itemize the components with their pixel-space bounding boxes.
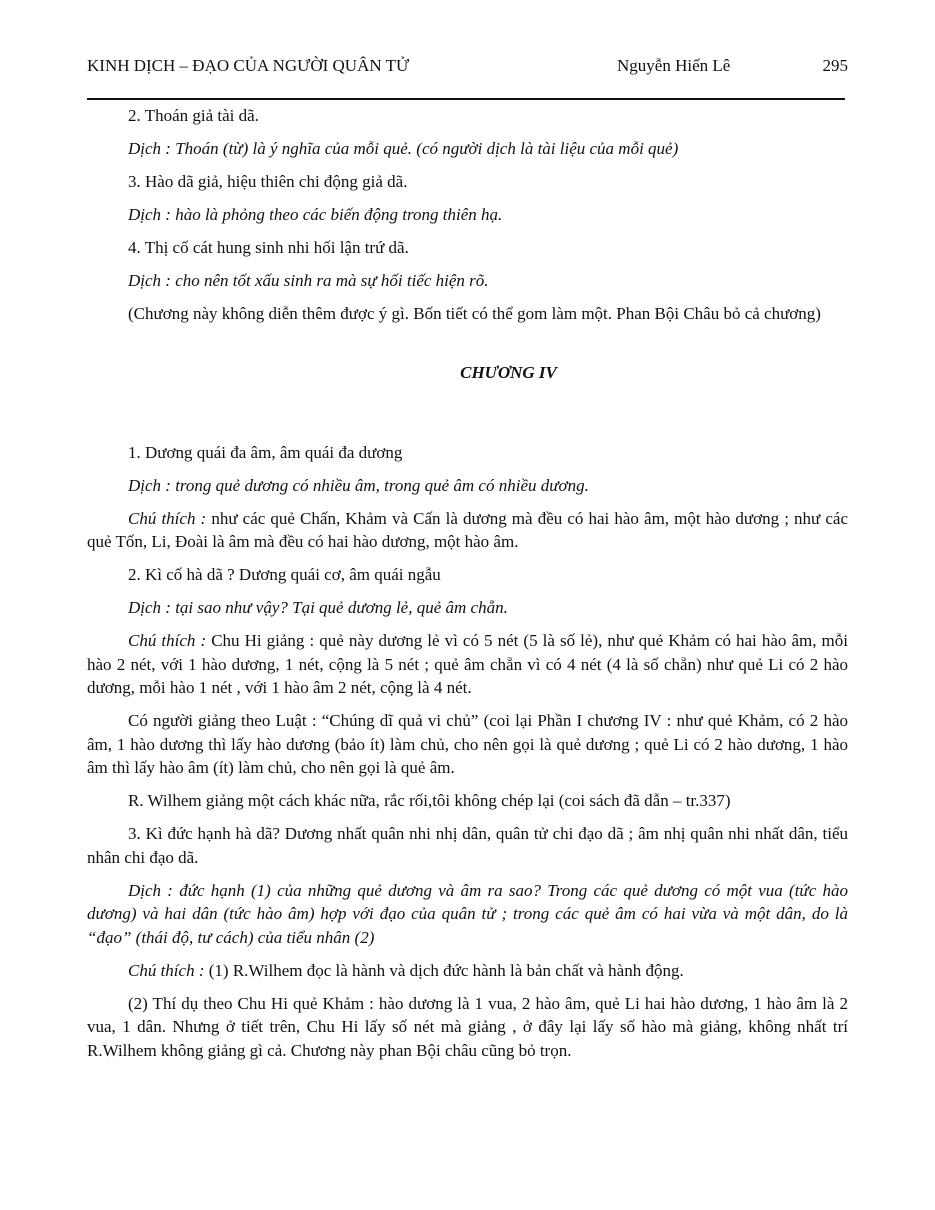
book-title: KINH DỊCH – ĐẠO CỦA NGƯỜI QUÂN TỬ bbox=[87, 56, 410, 75]
note-text: như các quẻ Chấn, Khảm và Cấn là dương mà đều có hai hào âm, một hào dương ; như các quẻ Tốn, Li, Đoài là âm mà đều có hai hào dương, một hào âm. bbox=[87, 508, 848, 551]
paragraph: 4. Thị cố cát hung sinh nhi hối lận trứ dã. bbox=[128, 238, 409, 257]
note-text: (1) R.Wilhem đọc là hành và dịch đức hành là bản chất và hành động. bbox=[204, 960, 684, 980]
paragraph: 3. Kì đức hạnh hà dã? Dương nhất quân nhi nhị dân, quân tử chi đạo dã ; âm nhị quân nhi nhất dân, tiểu nhân chi đạo dã. bbox=[87, 824, 848, 867]
paragraph: R. Wilhem giảng một cách khác nữa, rắc rối,tôi không chép lại (coi sách đã dẫn – tr.337) bbox=[128, 791, 731, 810]
note-lead: Chú thích : bbox=[128, 631, 207, 650]
translation-paragraph: Dịch : trong quẻ dương có nhiều âm, trong quẻ âm có nhiều dương. bbox=[128, 475, 589, 495]
note-lead: Chú thích : bbox=[128, 960, 205, 980]
note-paragraph bbox=[87, 507, 848, 554]
note-paragraph bbox=[87, 959, 848, 983]
author-name: Nguyễn Hiến Lê bbox=[617, 56, 731, 75]
translation-paragraph: Dịch : hào là phỏng theo các biến động trong thiên hạ. bbox=[128, 205, 503, 224]
translation-paragraph: Dịch : Thoán (từ) là ý nghĩa của mỗi quẻ. (có người dịch là tài liệu của mỗi quẻ) bbox=[128, 139, 679, 158]
note-lead: Chú thích : bbox=[128, 508, 207, 528]
translation-paragraph: Dịch : tại sao như vậy? Tại quẻ dương lẻ, quẻ âm chẵn. bbox=[128, 598, 508, 617]
page-body bbox=[87, 104, 848, 1072]
paragraph: 2. Kì cố hà dã ? Dương quái cơ, âm quái ngẫu bbox=[128, 565, 441, 584]
paragraph: 3. Hào dã giả, hiệu thiên chi động giả dã. bbox=[128, 172, 408, 191]
paragraph: (2) Thí dụ theo Chu Hi quẻ Khảm : hào dương là 1 vua, 2 hào âm, quẻ Li hai hào dương, 1 hào âm là 2 vua, 1 dân. Nhưng ở tiết trên, Chu Hi lấy số nét mà giảng , ở đây lại lấy số hào mà giảng, không nhất trí R.Wilhem không giảng gì cả. Chương này phan Bội châu cũng bỏ trọn. bbox=[87, 993, 848, 1060]
chapter-heading: CHƯƠNG IV bbox=[460, 362, 557, 382]
paragraph: (Chương này không diễn thêm được ý gì. Bốn tiết có thể gom làm một. Phan Bội Châu bỏ cả chương) bbox=[128, 304, 821, 323]
note-paragraph bbox=[87, 629, 848, 700]
translation-paragraph: Dịch : cho nên tốt xấu sinh ra mà sự hối tiếc hiện rõ. bbox=[128, 271, 489, 290]
translation-paragraph: Dịch : đức hạnh (1) của những quẻ dương và âm ra sao? Trong các quẻ dương có một vua (tức hào dương) và hai dân (tức hào âm) hợp với đạo của quân tử ; trong các quẻ âm có hai vừa và một dân, do là “đạo” (thái độ, tư cách) của tiểu nhân (2) bbox=[87, 880, 848, 947]
page-number: 295 bbox=[822, 56, 848, 75]
header-divider bbox=[87, 98, 845, 100]
paragraph: 1. Dương quái đa âm, âm quái đa dương bbox=[128, 442, 403, 462]
page-header bbox=[87, 56, 848, 82]
paragraph: Có người giảng theo Luật : “Chúng dĩ quả vi chủ” (coi lại Phần I chương IV : như quẻ Khảm, có 2 hào âm, 1 hào dương thì lấy hào dương (bảo ít) làm chủ, cho nên gọi là quẻ dương ; quẻ Li có 2 hào dương, 1 hào âm thì lấy hào âm (ít) làm chủ, cho nên gọi là quẻ âm. bbox=[87, 711, 848, 777]
paragraph: 2. Thoán giả tài dã. bbox=[128, 106, 259, 125]
note-text: Chu Hi giảng : quẻ này dương lẻ vì có 5 nét (5 là số lẻ), như quẻ Khảm có hai hào âm, mỗi hào 2 nét, với 1 hào dương, 1 nét, cộng là 5 nét ; quẻ âm chẵn vì có 4 nét (4 là số chẵn) như quẻ Li có 2 hào dương, mỗi hào 1 nét , với 1 hào âm 2 nét, cộng là 4 nét. bbox=[87, 631, 848, 697]
